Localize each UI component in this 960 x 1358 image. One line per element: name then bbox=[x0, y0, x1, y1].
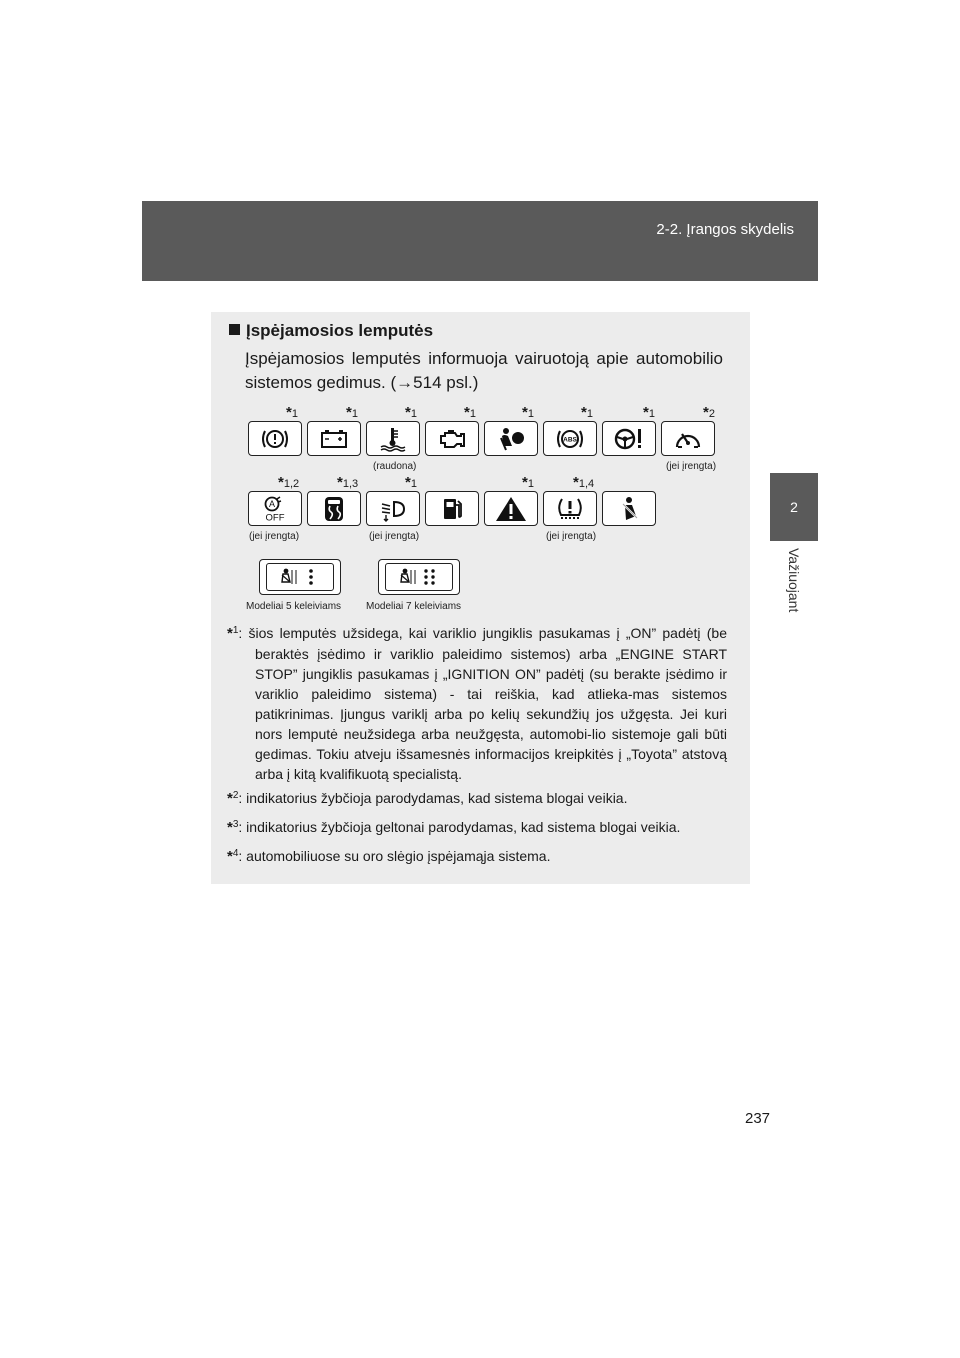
seatbelt-reminder-7-icon bbox=[378, 559, 460, 595]
row1-note-3: *1 bbox=[405, 404, 417, 421]
check-engine-icon bbox=[425, 421, 479, 456]
page-number: 237 bbox=[745, 1110, 771, 1127]
row1-note-2: *1 bbox=[346, 404, 358, 421]
tire-pressure-icon bbox=[543, 491, 597, 526]
panel-intro: Įspėjamosios lemputės informuoja vairuotoją apie automobilio sistemos gedimus. (→514 psl.) bbox=[245, 349, 723, 392]
row1-note-7: *1 bbox=[643, 404, 655, 421]
caption-optional-row2-1: (jei įrengta) bbox=[249, 531, 300, 542]
seatbelt-reminder-5-icon bbox=[259, 559, 341, 595]
footnote-1: *$^1$: šios lemputės užsidega, kai variklio jungiklis pasukamas į „ON” padėtį (be beraktės įsėdimo ir variklio paleidimo sistemos) arba „ENGINE START STOP” jungiklis pasukamas į „IGNITION ON” padėtį (su berakte įsėdimo ir variklio paleidimo sistema) - tai reiškia, kad atlieka-mas sistemos patikrinimas. Įjungus variklį arba po kelių sekundžių jos užgęsta. Jei kuri nors lemputė neužsidega arba neužgęsta, automobi-lio sistemoje gali būti gedimas. Tokiu atveju išsamesnės informacijos kreipkitės į „Toyota” atstovą arba į kitą kvalifikuotą specialistą. bbox=[227, 625, 727, 782]
svg-text:A: A bbox=[268, 498, 276, 509]
row1-note-6: *1 bbox=[581, 404, 593, 421]
headlight-leveling-icon bbox=[366, 491, 420, 526]
airbag-icon bbox=[484, 421, 538, 456]
caption-optional-row2-2: (jei įrengta) bbox=[369, 531, 420, 542]
slip-indicator-icon bbox=[307, 491, 361, 526]
svg-text:OFF: OFF bbox=[265, 512, 285, 522]
abs-icon bbox=[543, 421, 597, 456]
row2-note-3: *1 bbox=[405, 474, 417, 491]
auto-off-icon bbox=[248, 491, 302, 526]
row2-note-1: *1,2 bbox=[278, 474, 300, 491]
warning-lights-panel bbox=[211, 312, 750, 884]
caption-5-seats: Modeliai 5 keleiviams bbox=[246, 601, 342, 612]
battery-icon bbox=[307, 421, 361, 456]
caption-7-seats: Modeliai 7 keleiviams bbox=[366, 601, 462, 612]
svg-text:ABS: ABS bbox=[563, 436, 577, 443]
brake-warning-icon bbox=[248, 421, 302, 456]
chapter-tab bbox=[770, 473, 818, 541]
row1-note-1: *1 bbox=[286, 404, 298, 421]
square-bullet-icon bbox=[229, 324, 240, 335]
row1-note-8: *2 bbox=[703, 404, 715, 421]
cruise-control-icon bbox=[661, 421, 715, 456]
chapter-label: Važiuojant bbox=[786, 548, 802, 613]
fuel-icon bbox=[425, 491, 479, 526]
panel-title: Įspėjamosios lemputės bbox=[229, 321, 433, 341]
caption-optional-row1: (jei įrengta) bbox=[666, 461, 717, 472]
row1-note-4: *1 bbox=[464, 404, 476, 421]
footnote-4: *$^4$: automobiliuose su oro slėgio įspėjamąja sistema. bbox=[227, 848, 551, 865]
row2-note-5: *1 bbox=[522, 474, 534, 491]
coolant-temperature-icon bbox=[366, 421, 420, 456]
caption-optional-row2-3: (jei įrengta) bbox=[546, 531, 597, 542]
header-bar bbox=[142, 201, 818, 281]
row2-note-2: *1,3 bbox=[337, 474, 359, 491]
master-warning-icon bbox=[484, 491, 538, 526]
caption-red: (raudona) bbox=[373, 461, 417, 472]
power-steering-icon bbox=[602, 421, 656, 456]
footnote-3: *$^3$: indikatorius žybčioja geltonai parodydamas, kad sistema blogai veikia. bbox=[227, 819, 681, 836]
footnote-2: *$^2$: indikatorius žybčioja parodydamas, kad sistema blogai veikia. bbox=[227, 790, 628, 807]
seatbelt-icon bbox=[602, 491, 656, 526]
row2-note-6: *1,4 bbox=[573, 474, 595, 491]
chapter-number: 2 bbox=[790, 499, 798, 515]
row1-note-5: *1 bbox=[522, 404, 534, 421]
section-title: 2-2. Įrangos skydelis bbox=[656, 221, 794, 238]
